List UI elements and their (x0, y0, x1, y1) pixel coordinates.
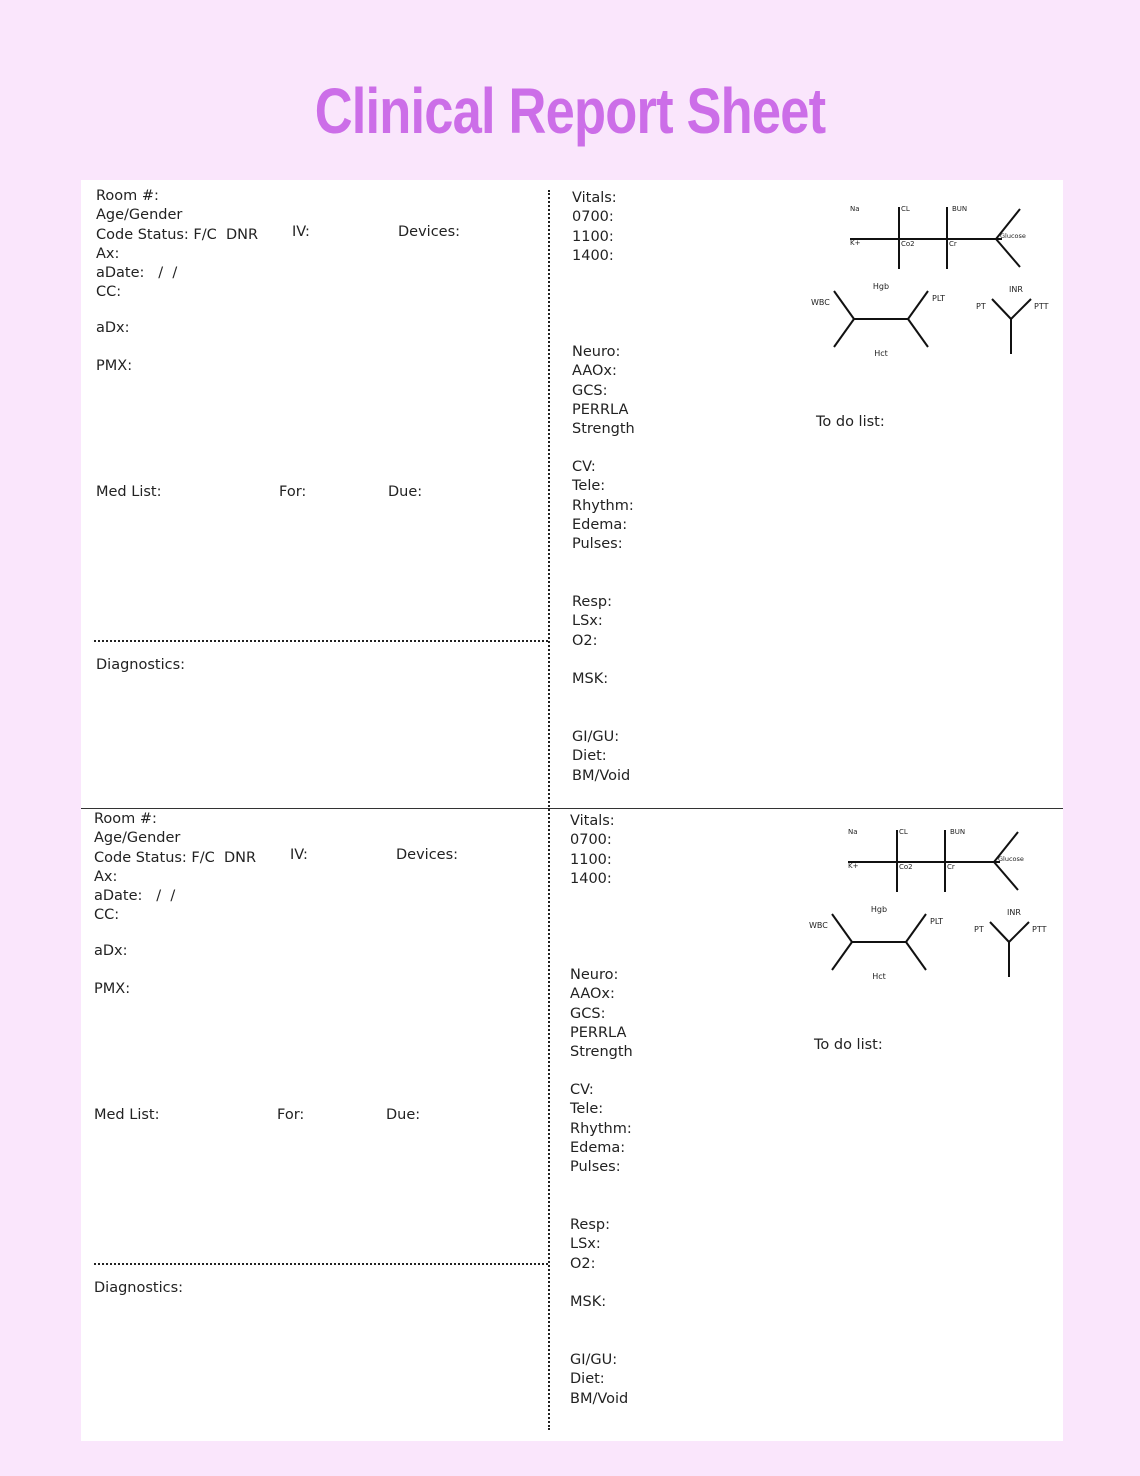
lab-hct: Hct (872, 972, 886, 980)
lab-wbc: WBC (811, 298, 830, 307)
resp-section: Resp: LSx: O2: (572, 594, 612, 649)
neuro-section: Neuro: AAOx: GCS: PERRLA Strength (572, 344, 635, 438)
lab-hgb: Hgb (870, 905, 888, 914)
lab-glucose: Glucose (1000, 232, 1026, 240)
lab-co2: Co2 (899, 863, 913, 871)
med-list-label: Med List: (94, 1107, 160, 1123)
patient-info: Room #: Age/Gender Code Status: F/C DNR Ax: aDate: / / CC: (94, 811, 257, 924)
lab-plt: PLT (930, 917, 944, 926)
lab-ptt: PTT (1034, 302, 1049, 311)
lab-co2: Co2 (901, 240, 915, 248)
diagnostics-divider-top (94, 640, 548, 642)
section-divider (81, 808, 1063, 809)
lab-bun: BUN (950, 828, 966, 836)
lab-glucose: Glucose (998, 855, 1024, 863)
gi-section: GI/GU: Diet: BM/Void (570, 1352, 629, 1407)
msk-label: MSK: (570, 1294, 607, 1310)
patient-info: Room #: Age/Gender Code Status: F/C DNR Ax: aDate: / / CC: (96, 188, 259, 301)
pmx-label: PMX: (96, 358, 133, 374)
pmx-label: PMX: (94, 981, 131, 997)
column-divider (548, 190, 550, 1430)
lab-cr: Cr (947, 863, 955, 871)
adx-label: aDx: (96, 320, 130, 336)
devices-label: Devices: (398, 224, 461, 240)
todo-label: To do list: (816, 414, 885, 430)
lab-plt: PLT (932, 294, 946, 303)
iv-label: IV: (290, 847, 308, 863)
lab-inr: INR (1007, 908, 1021, 917)
cv-section: CV: Tele: Rhythm: Edema: Pulses: (572, 459, 634, 553)
adx-label: aDx: (94, 943, 128, 959)
lab-bun: BUN (952, 205, 968, 213)
lab-na: Na (848, 828, 858, 836)
lab-cr: Cr (949, 240, 957, 248)
neuro-section: Neuro: AAOx: GCS: PERRLA Strength (570, 967, 633, 1061)
lab-wbc: WBC (809, 921, 828, 930)
med-due-label: Due: (386, 1107, 421, 1123)
med-for-label: For: (277, 1107, 305, 1123)
lab-hgb: Hgb (872, 282, 890, 291)
lab-pt: PT (974, 925, 984, 934)
iv-label: IV: (292, 224, 310, 240)
lab-k: K+ (848, 862, 859, 870)
cv-section: CV: Tele: Rhythm: Edema: Pulses: (570, 1082, 632, 1176)
msk-label: MSK: (572, 671, 609, 687)
diagnostics-label: Diagnostics: (96, 657, 186, 673)
lab-diagrams (806, 197, 1056, 357)
lab-cl: CL (901, 205, 910, 213)
lab-na: Na (850, 205, 860, 213)
lab-cl: CL (899, 828, 908, 836)
lab-hct: Hct (874, 349, 888, 357)
todo-label: To do list: (814, 1037, 883, 1053)
page-title: Clinical Report Sheet (314, 75, 826, 147)
lab-k: K+ (850, 239, 861, 247)
devices-label: Devices: (396, 847, 459, 863)
lab-pt: PT (976, 302, 986, 311)
med-due-label: Due: (388, 484, 423, 500)
lab-ptt: PTT (1032, 925, 1047, 934)
diagnostics-label: Diagnostics: (94, 1280, 184, 1296)
resp-section: Resp: LSx: O2: (570, 1217, 610, 1272)
vitals-section: Vitals: 0700: 1100: 1400: (572, 190, 617, 264)
diagnostics-divider-bottom (94, 1263, 548, 1265)
vitals-section: Vitals: 0700: 1100: 1400: (570, 813, 615, 887)
lab-inr: INR (1009, 285, 1023, 294)
med-for-label: For: (279, 484, 307, 500)
gi-section: GI/GU: Diet: BM/Void (572, 729, 631, 784)
med-list-label: Med List: (96, 484, 162, 500)
lab-diagrams (804, 820, 1054, 980)
